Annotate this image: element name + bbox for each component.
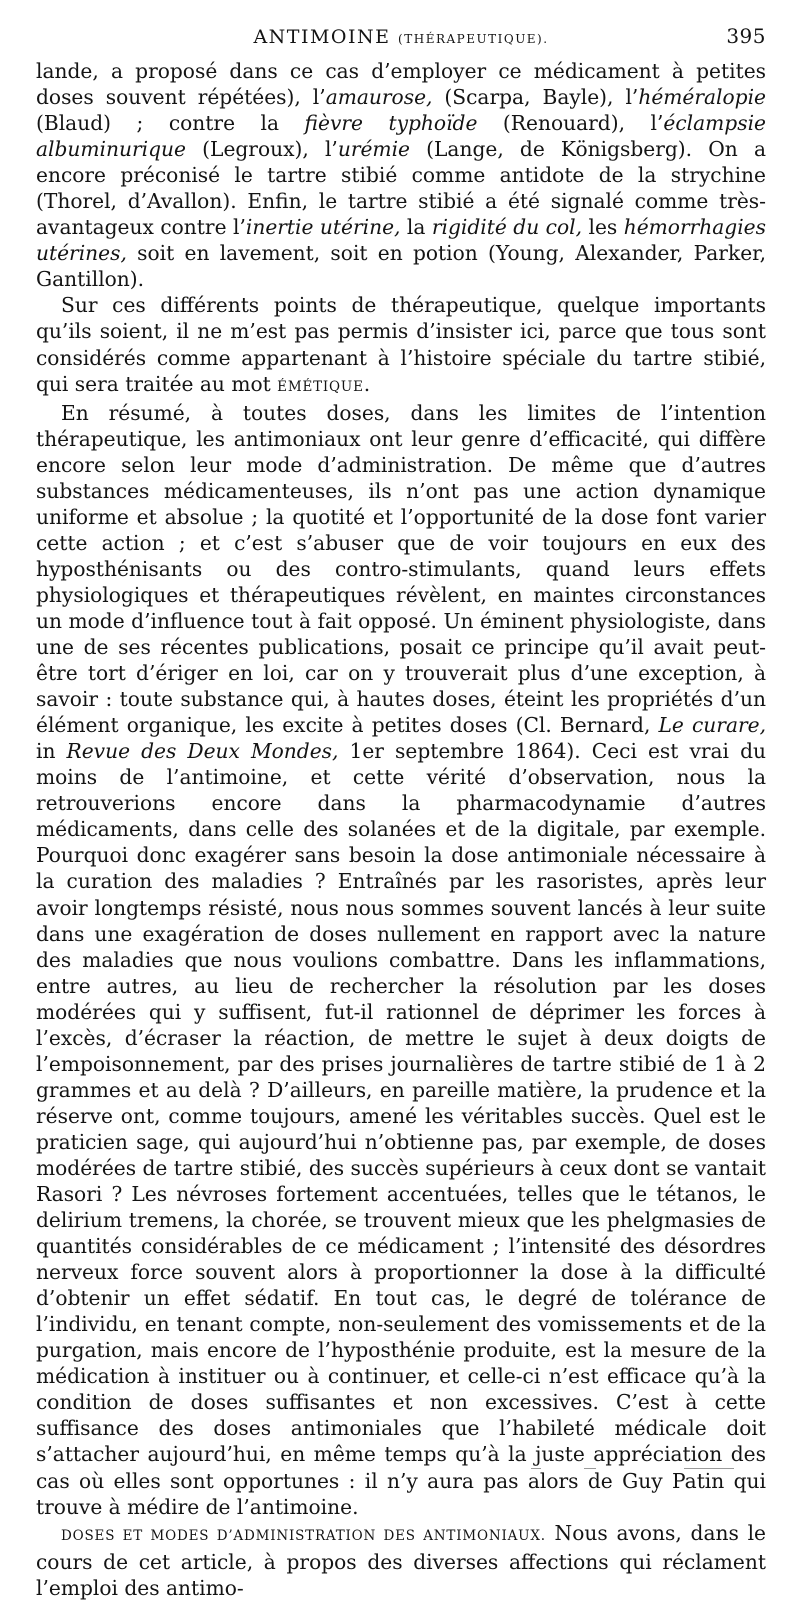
text-run: (Blaud) ; contre la (36, 111, 305, 136)
text-run: (Lange, de Königsberg). On a encore préconisé le tartre stibié comme antidote de la strychine (Thorel, d’Avallon). Enfin, le tartre stibié a été signalé comme très-avantageux contre l’ (36, 137, 766, 240)
page-title (253, 22, 548, 48)
italic-text: Revue des Deux Mondes, (66, 739, 339, 764)
text-run: Sur ces différents points de thérapeutique, quelque importants qu’ils soient, il ne m’est pas permis d’insister ici, parce que tous sont considérés comme appartenant à l’histoire spéciale du tartre stibié, qui sera traitée au mot (36, 293, 766, 396)
text-run: in (36, 739, 67, 764)
text-run: lande, a proposé dans ce cas d’employer ce médicament à petites doses souvent répétées), l’ (36, 59, 766, 110)
smallcaps-text: DOSES ET MODES D’ADMINISTRATION DES ANTIMONIAUX. (61, 1527, 546, 1544)
page (36, 22, 766, 1600)
italic-text: fièvre typhoïde (304, 111, 478, 136)
italic-text: inertie utérine, (245, 215, 401, 240)
running-head (36, 22, 766, 58)
text-run: (Scarpa, Bayle), l’ (432, 85, 639, 110)
text-run: (Renouard), l’ (477, 111, 664, 136)
smallcaps-text: ÉMÉTIQUE (277, 378, 364, 395)
paragraph (36, 58, 766, 292)
text-run: les (582, 215, 624, 240)
paragraph (36, 1520, 766, 1601)
italic-text: Le curare, (658, 713, 766, 738)
paragraph (36, 292, 766, 399)
italic-text: urémie (337, 137, 410, 162)
text-run: (Legroux), l’ (186, 137, 338, 162)
italic-text: éclampsie albuminurique (36, 111, 766, 162)
page-number: 395 (726, 24, 766, 48)
page-title-subtitle: (THÉRAPEUTIQUE). (398, 32, 549, 46)
text-run: . (363, 371, 371, 396)
article-body (36, 58, 766, 1601)
italic-text: hémorrhagies utérines, (36, 215, 766, 266)
italic-text: amaurose, (325, 85, 433, 110)
footer-scan-marks (36, 1468, 766, 1474)
paragraph (36, 400, 766, 1520)
text-run: 1er septembre 1864). Ceci est vrai du moins de l’antimoine, et cette vérité d’observation, nous la retrouverions encore dans la pharmacodynamie d’autres médicaments, dans celle des solanées et de la digitale, par exemple. Pourquoi donc exagérer sans besoin la dose antimoniale nécessaire à la curation des maladies ? Entraînés par les rasoristes, après leur avoir longtemps résisté, nous nous sommes souvent lancés à leur suite dans une exagération de doses nullement en rapport avec la nature des maladies que nous voulions combattre. Dans les inflammations, entre autres, au lieu de rechercher la résolution par les doses modérées qui y suffisent, fut-il rationnel de déprimer les forces à l’excès, d’écraser la réaction, de mettre le sujet à deux doigts de l’empoisonnement, par des prises journalières de tartre stibié de 1 à 2 grammes et au delà ? D’ailleurs, en pareille matière, la prudence et la réserve ont, comme toujours, amené les véritables succès. Quel est le praticien sage, qui aujourd’hui n’obtienne pas, par exemple, de doses modérées de tartre stibié, des succès supérieurs à ceux dont se vantait Rasori ? Les névroses fortement accentuées, telles que le tétanos, le delirium tremens, la chorée, se trouvent mieux que les phelgmasies de quantités considérables de ce médicament ; l’intensité des désordres nerveux force souvent alors à proportionner la dose à la difficulté d’obtenir un effet sédatif. En tout cas, le degré de tolérance de l’individu, en tenant compte, non-seulement des vomissements et de la purgation, mais encore de l’hyposthénie produite, est la mesure de la médication à instituer ou à continuer, et celle-ci n’est efficace qu’à la condition de doses suffisantes et non excessives. C’est à cette suffisance des doses antimoniales que l’habileté médicale doit s’attacher aujourd’hui, en même temps qu’à la juste appréciation des cas où elles sont opportunes : il n’y aura pas alors de Guy Patin qui trouve à médire de l’antimoine. (36, 739, 766, 1519)
page-title-main: ANTIMOINE (253, 26, 391, 48)
italic-text: rigidité du col, (431, 215, 583, 240)
italic-text: héméralopie (638, 85, 766, 110)
text-run: En résumé, à toutes doses, dans les limites de l’intention thérapeutique, les antimoniaux ont leur genre d’efficacité, qui diffère encore selon leur mode d’administration. De même que d’autres substances médicamenteuses, ils n’ont pas une action dynamique uniforme et absolue ; la quotité et l’opportunité de la dose font varier cette action ; et c’est s’abuser que de voir toujours en eux des hyposthénisants ou des contro-stimulants, quand leurs effets physiologiques et thérapeutiques révèlent, en maintes circonstances un mode d’influence tout à fait opposé. Un éminent physiologiste, dans une de ses récentes publications, posait ce principe qu’il avait peut-être tort d’ériger en loi, car on y trouverait plus d’une exception, à savoir : toute substance qui, à hautes doses, éteint les propriétés d’un élément organique, les excite à petites doses (Cl. Bernard, (36, 400, 766, 738)
text-run: Nous avons, dans le cours de cet article, à propos des diverses affections qui réclament l’emploi des antimo- (36, 1520, 766, 1600)
text-run: la (400, 215, 432, 240)
text-run: soit en lavement, soit en potion (Young, Alexander, Parker, Gantillon). (36, 241, 766, 292)
